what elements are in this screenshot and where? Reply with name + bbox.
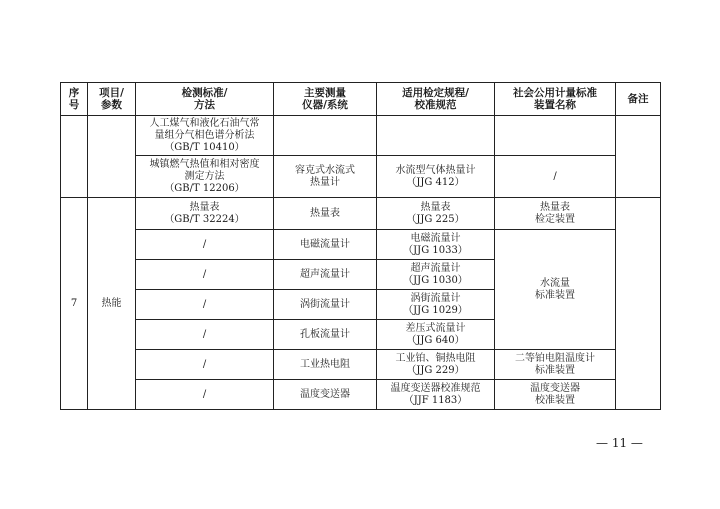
table-row — [61, 116, 661, 156]
header-instrument: 主要测量 仪器/系统 — [274, 83, 377, 116]
header-item: 项目/ 参数 — [88, 83, 136, 116]
seq-cell-empty — [61, 116, 88, 198]
instrument-cell: 热量表 — [274, 198, 377, 230]
instrument-cell: 涡街流量计 — [274, 290, 377, 320]
method-cell: / — [136, 290, 274, 320]
regulation-cell: 水流型气体热量计 （JJG 412） — [377, 156, 495, 198]
table-row — [61, 230, 661, 260]
instrument-cell: 容克式水流式 热量计 — [274, 156, 377, 198]
header-method: 检测标准/ 方法 — [136, 83, 274, 116]
remark-cell — [616, 198, 661, 410]
table-row — [61, 380, 661, 410]
method-cell: / — [136, 380, 274, 410]
item-cell: 热能 — [88, 198, 136, 410]
method-cell: 城镇燃气热值和相对密度 测定方法 （GB/T 12206） — [136, 156, 274, 198]
instrument-cell: 温度变送器 — [274, 380, 377, 410]
standards-table — [60, 82, 661, 410]
seq-cell: 7 — [61, 198, 88, 410]
instrument-cell: 孔板流量计 — [274, 320, 377, 350]
instrument-cell: 电磁流量计 — [274, 230, 377, 260]
standard-cell: 热量表 检定装置 — [495, 198, 616, 230]
regulation-cell: 电磁流量计 （JJG 1033） — [377, 230, 495, 260]
item-cell-empty — [88, 116, 136, 198]
header-remark: 备注 — [616, 83, 661, 116]
header-seq: 序 号 — [61, 83, 88, 116]
method-cell: / — [136, 320, 274, 350]
instrument-cell: 工业热电阻 — [274, 350, 377, 380]
method-cell: 热量表 （GB/T 32224） — [136, 198, 274, 230]
regulation-cell: 温度变送器校准规范 （JJF 1183） — [377, 380, 495, 410]
standard-cell: 二等铂电阻温度计 标准装置 — [495, 350, 616, 380]
method-cell: 人工煤气和液化石油气常 量组分气相色谱分析法 （GB/T 10410） — [136, 116, 274, 156]
instrument-cell: 超声流量计 — [274, 260, 377, 290]
method-cell: / — [136, 260, 274, 290]
table-row — [61, 350, 661, 380]
table-row — [61, 156, 661, 198]
method-cell: / — [136, 230, 274, 260]
standard-cell-empty — [495, 116, 616, 156]
page-number: — 11 — — [596, 436, 643, 450]
instrument-cell-empty — [274, 116, 377, 156]
standard-cell-water: 水流量 标准装置 — [495, 230, 616, 350]
remark-cell — [616, 116, 661, 198]
table-row — [61, 198, 661, 230]
standard-cell: / — [495, 156, 616, 198]
regulation-cell: 涡街流量计 （JJG 1029） — [377, 290, 495, 320]
regulation-cell: 差压式流量计 （JJG 640） — [377, 320, 495, 350]
regulation-cell: 热量表 （JJG 225） — [377, 198, 495, 230]
standard-cell: 温度变送器 校准装置 — [495, 380, 616, 410]
method-cell: / — [136, 350, 274, 380]
regulation-cell-empty — [377, 116, 495, 156]
regulation-cell: 工业铂、铜热电阻 （JJG 229） — [377, 350, 495, 380]
header-regulation: 适用检定规程/ 校准规范 — [377, 83, 495, 116]
regulation-cell: 超声流量计 （JJG 1030） — [377, 260, 495, 290]
header-standard: 社会公用计量标准 装置名称 — [495, 83, 616, 116]
header-row — [61, 83, 661, 116]
